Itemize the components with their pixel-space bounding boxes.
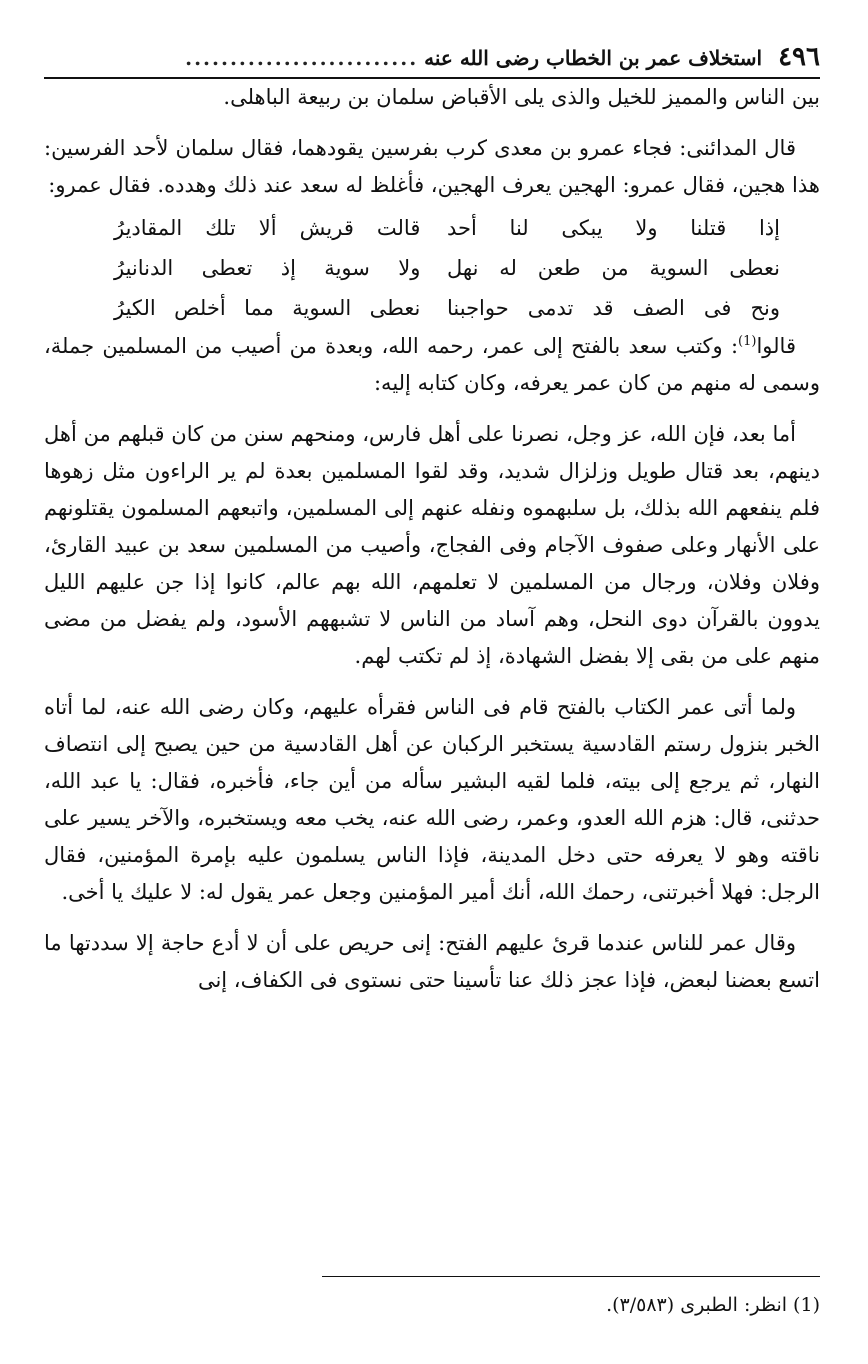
dot-leader: .......................... [185,46,419,70]
paragraph-2: قال المدائنى: فجاء عمرو بن معدى كرب بفرسين يقودهما، فقال سلمان لأحد الفرسين: هذا هجين، فقال عمرو: الهجين يعرف الهجين، فأغلظ له سعد عند ذلك وهدده. فقال عمرو: [44,136,820,197]
verse-second-hemistich: نعطى السوية مما أخلص الكيرُ [114,296,421,320]
footnote-reference: (1) [738,334,757,349]
paragraph-3-lead: قالوا [756,334,796,358]
poem [44,208,820,328]
footnote: (1) انظر: الطبرى (٣/٥٨٣). [606,1294,820,1316]
page-number: ٤٩٦ [778,42,820,72]
chapter-title: استخلاف عمر بن الخطاب رضى الله عنه [424,46,763,70]
paragraph-5: ولما أتى عمر الكتاب بالفتح قام فى الناس فقرأه عليهم، وكان رضى الله عنه، لما أتاه الخبر بنزول رستم القادسية يستخبر الركبان عن أهل القادسية من حين يصبح إلى انتصاف النهار، ثم يرجع إلى بيته، فلما لقيه البشير سأله من أين جاء، فأخبره، فقال: يا عبد الله، حدثنى، قال: هزم الله العدو، وعمر، رضى الله عنه، يخب معه ويستخبره، والآخر يسير على ناقته وهو لا يعرفه حتى دخل المدينة، فإذا الناس يسلمون عليه بإمرة المؤمنين، فقال الرجل: فهلا أخبرتنى، رحمك الله، أنك أمير المؤمنين وجعل عمر يقول له: لا عليك يا أخى. [44,695,820,904]
paragraph-1: بين الناس والمميز للخيل والذى يلى الأقباض سلمان بن ربيعة الباهلى. [223,85,820,109]
verse-second-hemistich: ولا سوية إذ تعطى الدنانيرُ [114,256,421,280]
book-page [44,40,820,999]
verse-first-hemistich: ونح فى الصف قد تدمى حواجبنا [447,296,780,320]
paragraph-3-rest: : وكتب سعد بالفتح إلى عمر، رحمه الله، وبعدة من أصيب من المسلمين جملة، وسمى له منهم من كان عمر يعرفه، وكان كتابه إليه: [44,334,820,395]
paragraph-4-letter: أما بعد، فإن الله، عز وجل، نصرنا على أهل فارس، ومنحهم سنن من كان قبلهم من أهل دينهم، بعد قتال طويل وزلزال شديد، وقد لقوا المسلمين بعدة لم ير الراءون مثل زهوها فلم ينفعهم الله بذلك، بل سلبهموه ونفله عنهم إلى المسلمين، واتبعهم المسلمون يقتلونهم على الأنهار وعلى صفوف الآجام وفى الفجاج، وأصيب من المسلمين سعد بن عبيد القارئ، وفلان وفلان، ورجال من المسلمين لا تعلمهم، الله بهم عالم، كانوا إذا جن عليهم الليل يدوون بالقرآن دوى النحل، وهم آساد من الناس لا تشبههم الأسود، ولم يفضل من مضى منهم على من بقى إلا بفضل الشهادة، إذ لم تكتب لهم. [44,422,820,668]
paragraph-6: وقال عمر للناس عندما قرئ عليهم الفتح: إنى حريص على أن لا أدع حاجة إلا سددتها ما اتسع بعضنا لبعض، فإذا عجز ذلك عنا تأسينا حتى نستوى فى الكفاف، إنى [44,931,820,992]
poem-verse [114,208,780,248]
verse-first-hemistich: نعطى السوية من طعن له نهل [447,256,780,280]
running-header [44,40,820,79]
paragraph-3 [44,328,820,402]
footnote-divider [322,1276,820,1277]
verse-first-hemistich: إذا قتلنا ولا يبكى لنا أحد [447,216,780,240]
verse-second-hemistich: قالت قريش ألا تلك المقاديرُ [114,216,421,240]
poem-verse [114,248,780,288]
poem-verse [114,288,780,328]
